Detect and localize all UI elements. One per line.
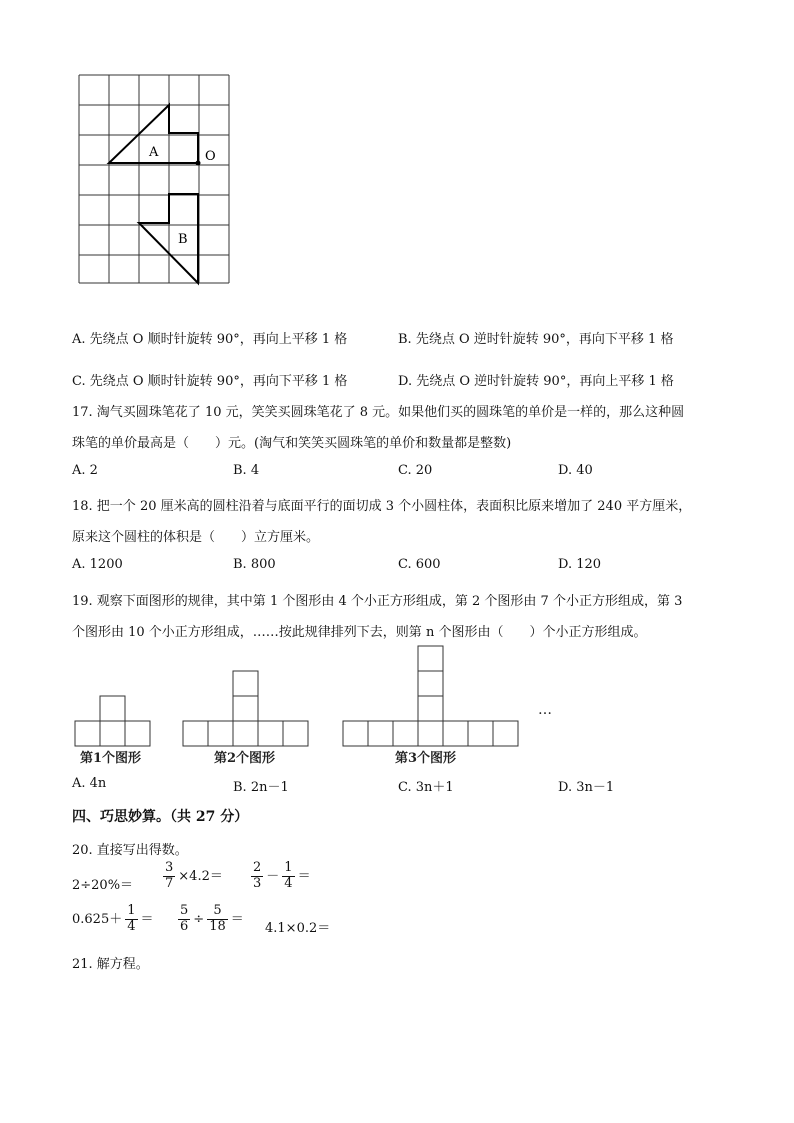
q18-option-c: C. 600 <box>398 557 441 572</box>
q21-title: 21. 解方程。 <box>72 957 149 972</box>
pattern-figures <box>70 644 560 770</box>
q17-option-b: B. 4 <box>233 463 260 478</box>
q16-option-d: D. 先绕点 O 逆时针旋转 90°，再向上平移 1 格 <box>398 374 674 389</box>
calc-4: 0.625＋ $\frac{1}{4}$ ＝ <box>72 903 154 934</box>
q17-text-line1: 17. 淘气买圆珠笔花了 10 元，笑笑买圆珠笔花了 8 元。如果他们买的圆珠笔的单价是一样的，那么这种圆 <box>72 405 685 420</box>
section-title: 四、巧思妙算。（共 27 分） <box>72 809 249 825</box>
ellipsis: … <box>538 702 552 718</box>
calc-3: $\frac{2}{3}$ － $\frac{1}{4}$ ＝ <box>253 860 311 891</box>
q16-option-b: B. 先绕点 O 逆时针旋转 90°，再向下平移 1 格 <box>398 332 674 347</box>
q18-option-d: D. 120 <box>558 557 602 572</box>
q17-option-d: D. 40 <box>558 463 593 478</box>
label-a: A <box>149 145 159 160</box>
figure-1-label: 第1个图形 <box>80 751 142 766</box>
label-b: B <box>178 232 188 247</box>
fraction: $\frac{5}{6}$ <box>180 903 189 934</box>
point-o <box>196 161 201 166</box>
calc-6: 4.1×0.2＝ <box>265 921 331 936</box>
q18-option-a: A. 1200 <box>72 557 123 572</box>
q17-text-line2: 珠笔的单价最高是（ ）元。(淘气和笑笑买圆珠笔的单价和数量都是整数) <box>72 436 512 451</box>
figure-3-label: 第3个图形 <box>395 751 457 766</box>
q19-text-line2: 个图形由 10 个小正方形组成，……按此规律排列下去，则第 n 个图形由（ ）个小正方形组成。 <box>72 625 647 640</box>
fraction: $\frac{3}{7}$ <box>165 860 174 891</box>
calc-2 <box>160 861 223 892</box>
q19-option-a: A. 4n <box>72 776 107 791</box>
figure-2-label: 第2个图形 <box>214 751 276 766</box>
q16-option-a: A. 先绕点 O 顺时针旋转 90°，再向上平移 1 格 <box>72 332 348 347</box>
label-o: O <box>205 149 216 164</box>
rotation-grid-figure <box>76 72 232 288</box>
q19-option-b: B. 2n－1 <box>233 780 289 795</box>
q19-option-c: C. 3n＋1 <box>398 780 454 795</box>
fraction: $\frac{1}{4}$ <box>127 903 136 934</box>
q18-option-b: B. 800 <box>233 557 276 572</box>
fraction: $\frac{5}{18}$ <box>209 903 226 934</box>
calc-1-text: 2÷20%＝ <box>72 878 134 893</box>
fraction: $\frac{1}{4}$ <box>284 860 293 891</box>
calc-1 <box>72 874 133 893</box>
q16-option-c: C. 先绕点 O 顺时针旋转 90°，再向下平移 1 格 <box>72 374 348 389</box>
fraction: $\frac{2}{3}$ <box>253 860 262 891</box>
q18-text-line1: 18. 把一个 20 厘米高的圆柱沿着与底面平行的面切成 3 个小圆柱体，表面积比原来增加了 240 平方厘米， <box>72 499 692 514</box>
calc-5: $\frac{5}{6}$ ÷ $\frac{5}{18}$ ＝ <box>180 903 244 934</box>
q19-option-d: D. 3n－1 <box>558 780 615 795</box>
q18-text-line2: 原来这个圆柱的体积是（ ）立方厘米。 <box>72 530 320 545</box>
q20-title: 20. 直接写出得数。 <box>72 843 188 858</box>
q19-text-line1: 19. 观察下面图形的规律，其中第 1 个图形由 4 个小正方形组成，第 2 个图形由 7 个小正方形组成，第 3 <box>72 594 683 609</box>
calc-2-rest: ×4.2＝ <box>178 868 223 884</box>
q17-option-a: A. 2 <box>72 463 98 478</box>
q17-option-c: C. 20 <box>398 463 433 478</box>
